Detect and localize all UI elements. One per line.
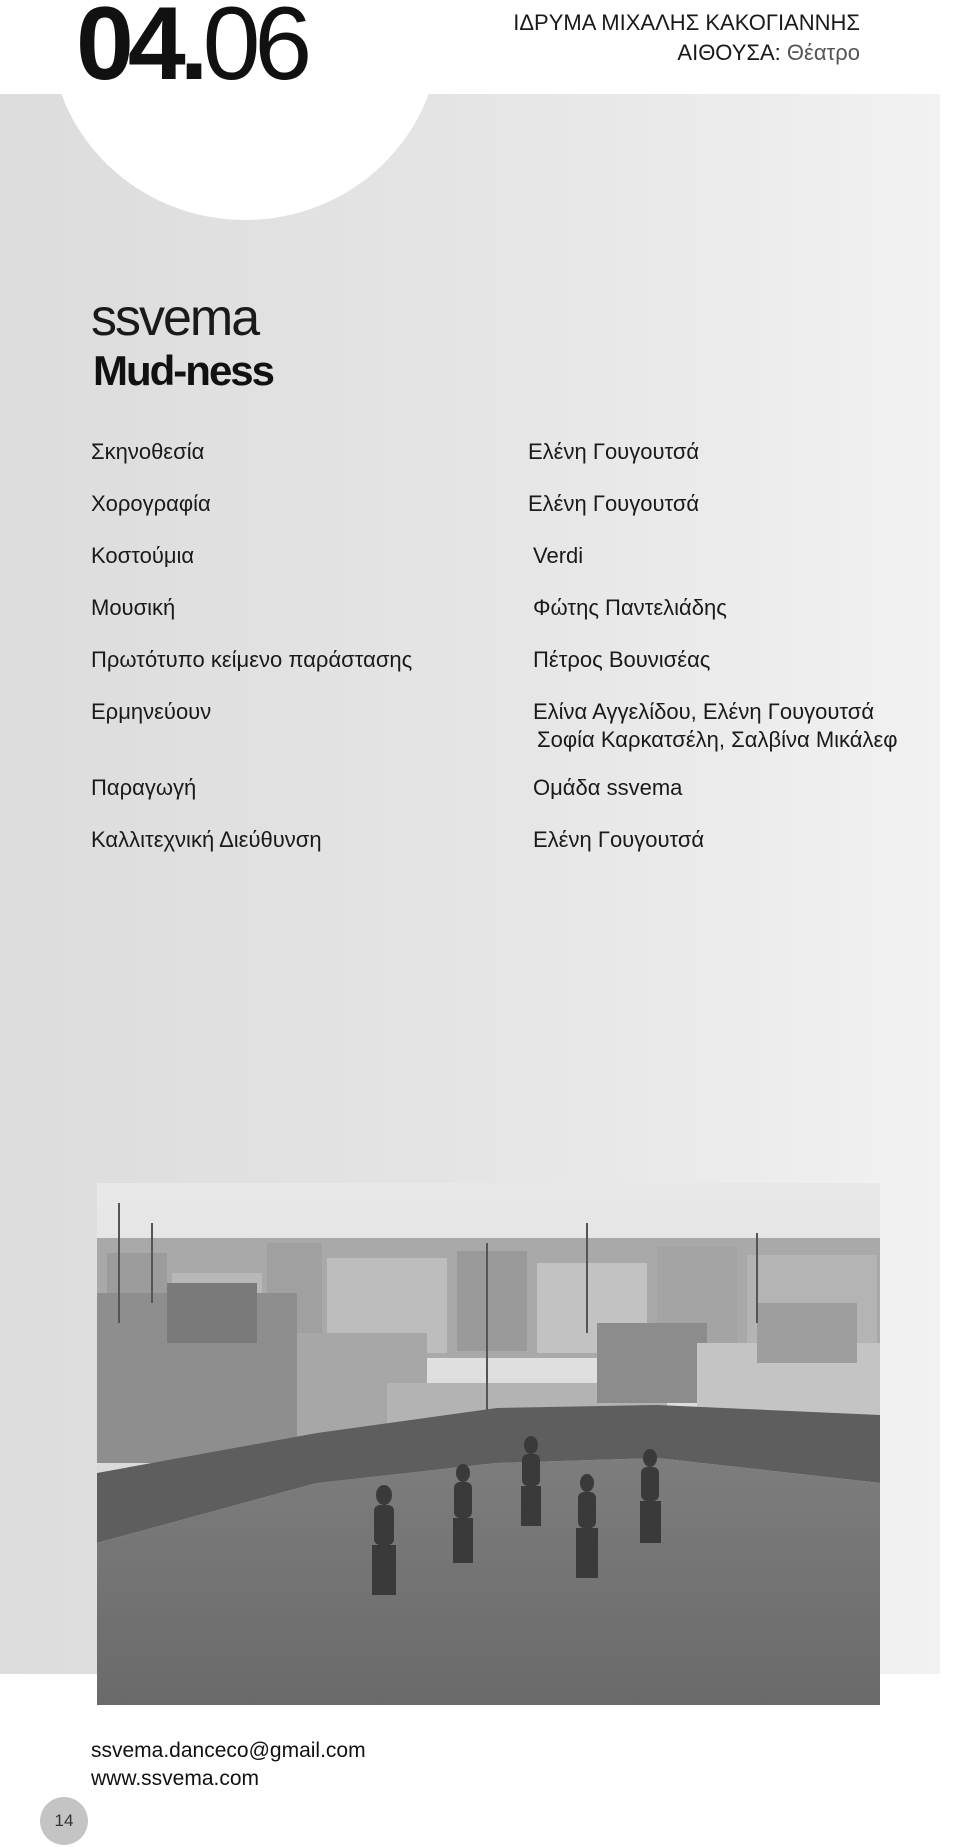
- page-number: 14: [40, 1797, 88, 1845]
- hall-line: [513, 38, 860, 68]
- credit-name: Ελένη Γουγουτσά: [533, 827, 705, 852]
- credit-role: Καλλιτεχνική Διεύθυνση: [91, 827, 322, 852]
- credit-name: Φώτης Παντελιάδης: [533, 595, 727, 620]
- credit-name: Ελίνα Αγγελίδου, Ελένη Γουγουτσά: [533, 699, 875, 724]
- credit-role: Πρωτότυπο κείμενο παράστασης: [91, 647, 413, 672]
- credit-role: Χορογραφία: [91, 491, 211, 516]
- credit-name: Ελένη Γουγουτσά: [528, 439, 700, 464]
- credit-name: Σοφία Καρκατσέλη, Σαλβίνα Μικάλεφ: [537, 727, 898, 752]
- credit-name: Verdi: [533, 543, 584, 568]
- hall-value: Θέατρο: [786, 40, 860, 65]
- hall-label: ΑΙΘΟΥΣΑ:: [677, 40, 781, 65]
- date-day: 04.: [76, 0, 203, 102]
- foundation-name: ΙΔΡΥΜΑ ΜΙΧΑΛΗΣ ΚΑΚΟΓΙΑΝΝΗΣ: [513, 10, 860, 35]
- contact-website: www.ssvema.com: [91, 1767, 260, 1790]
- credit-role: Σκηνοθεσία: [91, 439, 205, 464]
- credit-role: Παραγωγή: [91, 775, 197, 800]
- company-name: ssvema: [91, 289, 259, 347]
- credit-name: Ελένη Γουγουτσά: [528, 491, 700, 516]
- credit-role: Κοστούμια: [91, 543, 195, 568]
- performance-photo: [97, 1183, 880, 1705]
- contact-info: [91, 1737, 366, 1793]
- rooftop-dancers-photo: [97, 1183, 880, 1705]
- credit-role: Ερμηνεύουν: [91, 699, 212, 724]
- credit-name: Πέτρος Βουνισέας: [533, 647, 711, 672]
- contact-email: ssvema.danceco@gmail.com: [91, 1739, 366, 1762]
- performance-date: [76, 0, 307, 102]
- date-month: 06: [202, 0, 307, 102]
- show-title: Mud-ness: [93, 347, 274, 394]
- panel-right-margin: [940, 94, 960, 1674]
- venue-info: [513, 8, 860, 68]
- credit-name: Ομάδα ssvema: [533, 775, 683, 800]
- credit-role: Μουσική: [91, 595, 176, 620]
